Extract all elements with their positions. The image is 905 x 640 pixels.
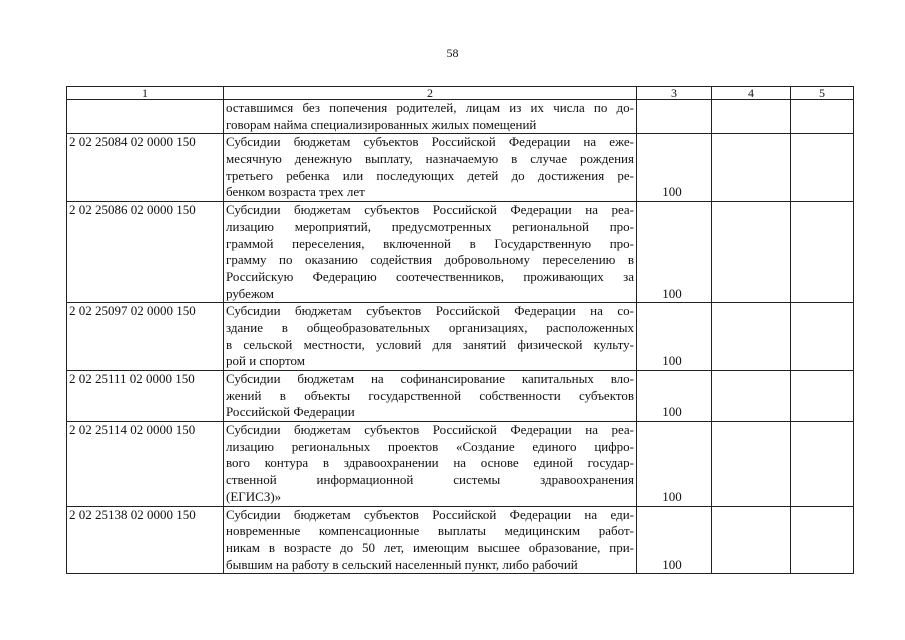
description-line: бывшим на работу в сельский населенный пункт, либо рабочий — [226, 556, 578, 572]
column-header-1: 1 — [67, 87, 224, 100]
description-line: в сельской местности, условий для занятий физической культу- — [226, 336, 634, 352]
value-cell-col5 — [791, 303, 854, 371]
value-cell-col4 — [712, 506, 791, 574]
description-line: лизацию региональных проектов «Создание единого цифро- — [226, 438, 634, 454]
description-line: ственной информационной системы здравоохранения — [226, 472, 634, 488]
revenue-description-cell — [224, 371, 637, 422]
description-line: граммой переселения, включенной в Государственную про- — [226, 235, 634, 251]
value-cell-col4 — [712, 303, 791, 371]
description-line: здание в общеобразовательных организациях, расположенных — [226, 319, 634, 335]
table-row — [67, 100, 854, 134]
value-cell-col5 — [791, 202, 854, 303]
revenue-code-cell: 2 02 25111 02 0000 150 — [67, 371, 224, 422]
description-line: никам в возрасте до 50 лет, имеющим высшее образование, при- — [226, 539, 634, 555]
description-line: жений в объекты государственной собственности субъектов — [226, 387, 634, 403]
description-line: рубежом — [226, 285, 275, 301]
description-line: Субсидии бюджетам субъектов Российской Федерации на со- — [226, 303, 634, 319]
description-line: вого контура в здравоохранении на основе единой государ- — [226, 455, 634, 471]
revenue-description-cell — [224, 134, 637, 202]
column-header-3: 3 — [637, 87, 712, 100]
value-cell-col5 — [791, 422, 854, 506]
table-row — [67, 202, 854, 303]
revenue-description-cell — [224, 422, 637, 506]
description-line: Российской Федерации — [226, 404, 355, 420]
column-numbers-row — [67, 87, 854, 100]
column-header-2: 2 — [224, 87, 637, 100]
description-line: Российскую Федерацию соотечественников, проживающих за — [226, 268, 634, 284]
value-cell-col4 — [712, 100, 791, 134]
description-line: Субсидии бюджетам субъектов Российской Федерации на еди- — [226, 506, 634, 522]
value-cell-col3: 100 — [637, 303, 712, 371]
description-line: новременные компенсационные выплаты медицинским работ- — [226, 523, 634, 539]
page-number: 58 — [446, 46, 459, 60]
description-line: Субсидии бюджетам на софинансирование капитальных вло- — [226, 371, 634, 386]
description-line: бенком возраста трех лет — [226, 184, 365, 200]
description-line: рой и спортом — [226, 353, 305, 369]
value-cell-col5 — [791, 371, 854, 422]
column-header-4: 4 — [712, 87, 791, 100]
value-cell-col3: 100 — [637, 371, 712, 422]
value-cell-col3: 100 — [637, 422, 712, 506]
description-line: (ЕГИСЗ)» — [226, 488, 282, 504]
value-cell-col4 — [712, 371, 791, 422]
revenue-code-cell: 2 02 25138 02 0000 150 — [67, 506, 224, 574]
table-row — [67, 134, 854, 202]
description-line: Субсидии бюджетам субъектов Российской Федерации на еже- — [226, 134, 634, 150]
table-row — [67, 506, 854, 574]
value-cell-col3: 100 — [637, 134, 712, 202]
description-line: месячную денежную выплату, назначаемую в случае рождения — [226, 151, 634, 167]
description-line: Субсидии бюджетам субъектов Российской Федерации на реа- — [226, 422, 634, 438]
revenue-code-cell: 2 02 25097 02 0000 150 — [67, 303, 224, 371]
description-line: оставшимся без попечения родителей, лицам из их числа по до- — [226, 100, 634, 115]
description-line: говорам найма специализированных жилых помещений — [226, 116, 537, 132]
value-cell-col3: 100 — [637, 506, 712, 574]
revenue-code-cell: 2 02 25086 02 0000 150 — [67, 202, 224, 303]
revenue-description-cell — [224, 506, 637, 574]
value-cell-col5 — [791, 506, 854, 574]
revenue-code-cell: 2 02 25114 02 0000 150 — [67, 422, 224, 506]
column-header-5: 5 — [791, 87, 854, 100]
value-cell-col5 — [791, 100, 854, 134]
table-row — [67, 371, 854, 422]
description-line: лизацию мероприятий, предусмотренных региональной про- — [226, 218, 634, 234]
value-cell-col5 — [791, 134, 854, 202]
value-cell-col3: 100 — [637, 202, 712, 303]
revenue-description-cell — [224, 303, 637, 371]
value-cell-col4 — [712, 134, 791, 202]
value-cell-col4 — [712, 422, 791, 506]
description-line: третьего ребенка или последующих детей до достижения ре- — [226, 167, 634, 183]
revenue-description-cell — [224, 202, 637, 303]
description-line: грамму по оказанию содействия добровольному переселению в — [226, 252, 634, 268]
value-cell-col4 — [712, 202, 791, 303]
table-row — [67, 303, 854, 371]
revenue-code-cell: 2 02 25084 02 0000 150 — [67, 134, 224, 202]
revenue-description-cell — [224, 100, 637, 134]
budget-revenue-table — [66, 86, 854, 574]
description-line: Субсидии бюджетам субъектов Российской Федерации на реа- — [226, 202, 634, 218]
value-cell-col3 — [637, 100, 712, 134]
revenue-code-cell — [67, 100, 224, 134]
table-row — [67, 422, 854, 506]
